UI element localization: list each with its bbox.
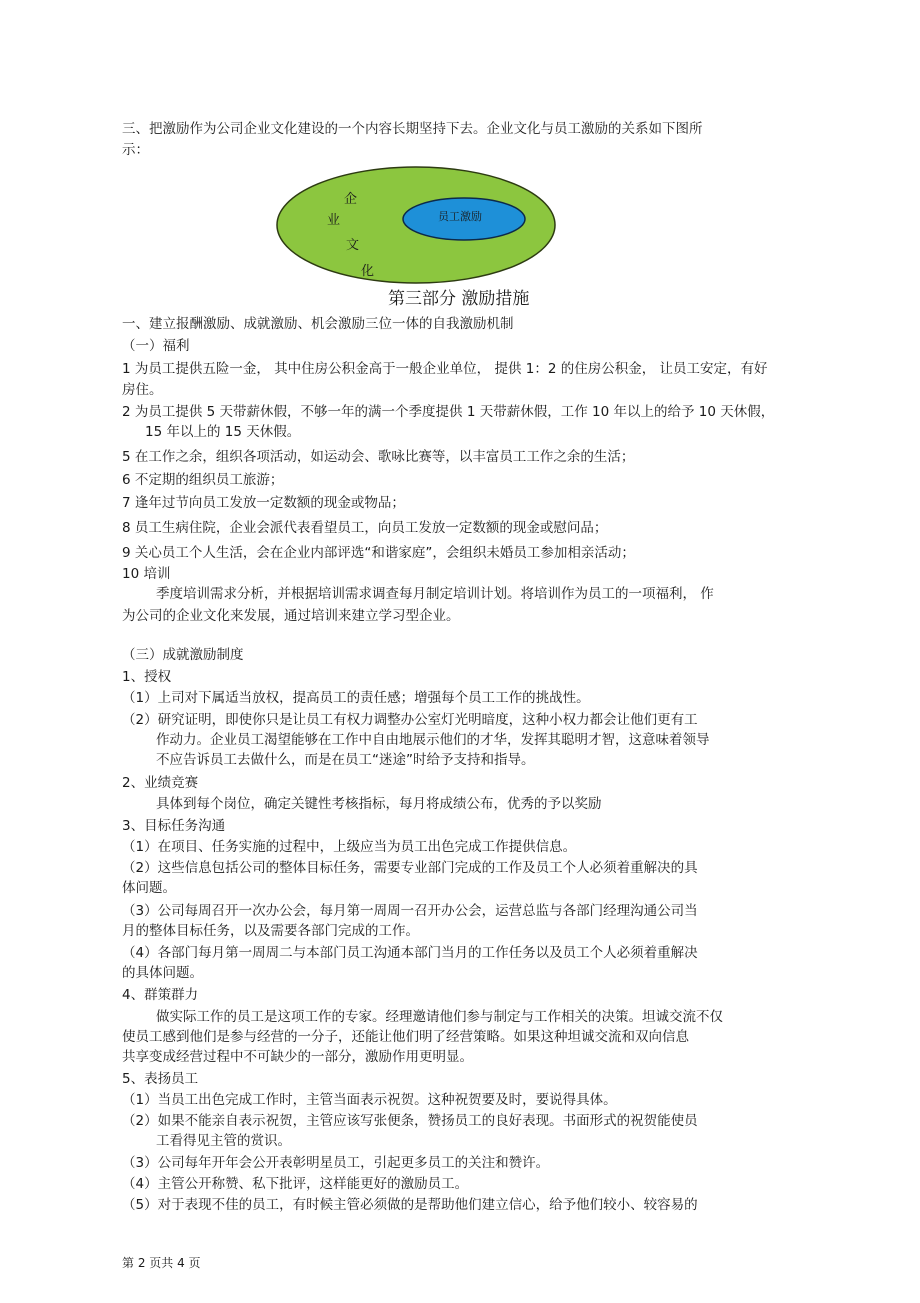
heading: 一、建立报酬激励、成就激励、机会激励三位一体的自我激励机制: [122, 316, 514, 332]
achievement-line: 作动力。企业员工渴望能够在工作中自由地展示他们的才华，发挥其聪明才智，这意味着领导: [156, 732, 710, 748]
welfare-item: 5 在工作之余，组织各项活动，如运动会、歌咏比赛等，以丰富员工工作之余的生活；: [122, 449, 635, 465]
welfare-item: 为公司的企业文化来发展，通过培训来建立学习型企业。: [122, 608, 460, 624]
subheading: （一）福利: [122, 338, 190, 354]
achievement-line: （4）各部门每月第一周周二与本部门员工沟通本部门当月的工作任务以及员工个人必须着重解决: [122, 945, 698, 961]
achievement-line: 1、授权: [122, 669, 172, 685]
achievement-line: 5、表扬员工: [122, 1071, 199, 1087]
welfare-item: 2 为员工提供 5 天带薪休假，不够一年的满一个季度提供 1 天带薪休假，工作 10 年以上的给予 10 天休假，: [122, 404, 775, 420]
intro-line: 三、把激励作为公司企业文化建设的一个内容长期坚持下去。企业文化与员工激励的关系如下图所: [122, 121, 703, 137]
achievement-line: 4、群策群力: [122, 987, 199, 1003]
welfare-item: 9 关心员工个人生活，会在企业内部评选“和谐家庭”，会组织未婚员工参加相亲活动；: [122, 545, 635, 561]
achievement-line: 做实际工作的员工是这项工作的专家。经理邀请他们参与制定与工作相关的决策。坦诚交流不仅: [156, 1009, 723, 1025]
page-number: 第 2 页共 4 页: [122, 1256, 201, 1270]
welfare-item: 6 不定期的组织员工旅游；: [122, 472, 284, 488]
section-title: 第三部分 激励措施: [388, 289, 530, 309]
achievement-line: 体问题。: [122, 880, 176, 896]
inner-label: 员工激励: [438, 210, 482, 223]
outer-char: 化: [361, 264, 375, 279]
outer-char: 业: [327, 213, 341, 228]
welfare-item: 8 员工生病住院，企业会派代表看望员工，向员工发放一定数额的现金或慰问品；: [122, 520, 608, 536]
achievement-line: （3）公司每周召开一次办公会，每月第一周周一召开办公会，运营总监与各部门经理沟通公司当: [122, 903, 698, 919]
welfare-item: 1 为员工提供五险一金， 其中住房公积金高于一般企业单位， 提供 1：2 的住房公积金， 让员工安定，有好: [122, 361, 768, 377]
intro-line: 示：: [122, 142, 149, 158]
welfare-item: 10 培训: [122, 566, 171, 582]
outer-char: 企: [344, 192, 358, 207]
welfare-item: 7 逢年过节向员工发放一定数额的现金或物品；: [122, 495, 405, 511]
achievement-line: （2）这些信息包括公司的整体目标任务，需要专业部门完成的工作及员工个人必须着重解决的具: [122, 860, 698, 876]
achievement-line: （2）如果不能亲自表示祝贺，主管应该写张便条，赞扬员工的良好表现。书面形式的祝贺能使员: [122, 1113, 698, 1129]
heading: （三）成就激励制度: [122, 647, 244, 663]
achievement-line: 具体到每个岗位，确定关键性考核指标，每月将成绩公布，优秀的予以奖励: [156, 796, 602, 812]
achievement-line: 2、业绩竞赛: [122, 775, 199, 791]
achievement-line: 共享变成经营过程中不可缺少的一部分，激励作用更明显。: [122, 1049, 473, 1065]
achievement-line: 3、目标任务沟通: [122, 818, 226, 834]
achievement-line: （1）上司对下属适当放权，提高员工的责任感；增强每个员工工作的挑战性。: [122, 690, 590, 706]
outer-char: 文: [346, 238, 360, 253]
achievement-line: 使员工感到他们是参与经营的一分子，还能让他们明了经营策略。如果这种坦诚交流和双向信息: [122, 1029, 689, 1045]
welfare-item: 季度培训需求分析，并根据培训需求调查每月制定培训计划。将培训作为员工的一项福利， 作: [156, 586, 714, 602]
achievement-line: 工看得见主管的赏识。: [156, 1133, 291, 1149]
welfare-item: 房住。: [122, 382, 163, 398]
achievement-line: （2）研究证明，即使你只是让员工有权力调整办公室灯光明暗度，这种小权力都会让他们更有工: [122, 712, 698, 728]
achievement-line: （5）对于表现不佳的员工，有时候主管必须做的是帮助他们建立信心，给予他们较小、较容易的: [122, 1197, 698, 1213]
culture-motivation-diagram: [276, 165, 558, 287]
achievement-line: （4）主管公开称赞、私下批评，这样能更好的激励员工。: [122, 1176, 469, 1192]
achievement-line: （3）公司每年开年会公开表彰明星员工，引起更多员工的关注和赞许。: [122, 1155, 550, 1171]
achievement-line: 的具体问题。: [122, 965, 203, 981]
welfare-item: 15 年以上的 15 天休假。: [145, 424, 301, 440]
achievement-line: （1）在项目、任务实施的过程中，上级应当为员工出色完成工作提供信息。: [122, 839, 577, 855]
achievement-line: 不应告诉员工去做什么，而是在员工“迷途”时给予支持和指导。: [156, 752, 535, 768]
achievement-line: （1）当员工出色完成工作时，主管当面表示祝贺。这种祝贺要及时，要说得具体。: [122, 1092, 617, 1108]
achievement-line: 月的整体目标任务，以及需要各部门完成的工作。: [122, 923, 419, 939]
